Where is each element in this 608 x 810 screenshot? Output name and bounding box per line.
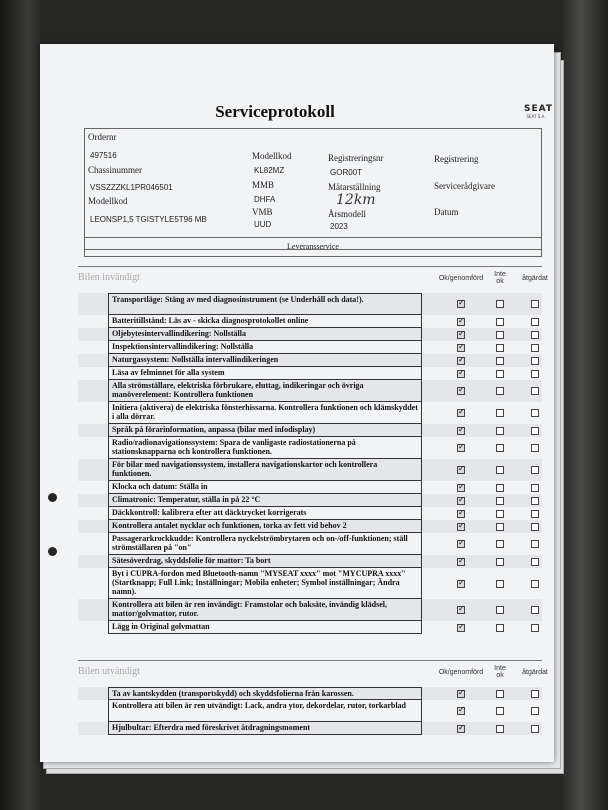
ordernr-label: Ordernr — [88, 132, 117, 142]
matarstallning-label: Mätarställning — [328, 182, 381, 192]
checkbox-ok[interactable] — [457, 357, 465, 365]
checklist-item: Initiera (aktivera) de elektriska fönsterhissarna. Kontrollera funktionen och klämskyddet i alla dörrar. — [108, 402, 422, 424]
checkbox-inte-ok[interactable] — [496, 558, 504, 566]
section-title-exterior: Bilen utvändigt — [78, 666, 140, 677]
checkbox-atgardat[interactable] — [531, 707, 539, 715]
checkbox-inte-ok[interactable] — [496, 624, 504, 632]
checkbox-atgardat[interactable] — [531, 497, 539, 505]
car-seat-right — [563, 0, 608, 810]
checkbox-inte-ok[interactable] — [496, 331, 504, 339]
checkbox-inte-ok[interactable] — [496, 466, 504, 474]
mmb-value: DHFA — [254, 195, 276, 204]
checkbox-atgardat[interactable] — [531, 357, 539, 365]
checklist-item: Ta av kantskydden (transportskydd) och skyddsfolierna från karossen. — [108, 687, 422, 700]
checkbox-atgardat[interactable] — [531, 606, 539, 614]
checklist-item: Oljebytesintervallindikering: Nollställa — [108, 328, 422, 341]
checklist-item: Läsa av felminnet för alla system — [108, 367, 422, 380]
checkbox-atgardat[interactable] — [531, 725, 539, 733]
checkbox-inte-ok[interactable] — [496, 725, 504, 733]
arsmodell-value: 2023 — [330, 222, 348, 231]
checkbox-atgardat[interactable] — [531, 427, 539, 435]
checkbox-ok[interactable] — [457, 300, 465, 308]
checklist-item: Alla strömställare, elektriska förbrukare, eluttag, indikeringar och övriga manöverelement: Kontrollera funktionen — [108, 380, 422, 402]
ordernr-value: 497516 — [90, 151, 117, 160]
section-divider — [78, 660, 542, 661]
checkbox-inte-ok[interactable] — [496, 510, 504, 518]
chassinummer-value: VSSZZZKL1PR046501 — [90, 183, 173, 192]
section-divider — [78, 266, 542, 267]
checkbox-atgardat[interactable] — [531, 331, 539, 339]
checkbox-inte-ok[interactable] — [496, 318, 504, 326]
punch-hole — [48, 493, 57, 502]
checklist-item: Transportläge: Stäng av med diagnosinstrument (se Underhåll och data!). — [108, 293, 422, 315]
checkbox-ok[interactable] — [457, 580, 465, 588]
checkbox-ok[interactable] — [457, 344, 465, 352]
checkbox-atgardat[interactable] — [531, 540, 539, 548]
checklist-item: Passagerarkrockkudde: Kontrollera nyckelströmbrytaren och on-/off-funktionen; ställ strömställaren på "on" — [108, 533, 422, 555]
chassinummer-label: Chassinummer — [88, 165, 142, 175]
checkbox-inte-ok[interactable] — [496, 409, 504, 417]
checkbox-ok[interactable] — [457, 624, 465, 632]
checkbox-atgardat[interactable] — [531, 444, 539, 452]
checkbox-inte-ok[interactable] — [496, 357, 504, 365]
vmb-value: UUD — [254, 220, 272, 229]
checkbox-atgardat[interactable] — [531, 344, 539, 352]
checkbox-atgardat[interactable] — [531, 510, 539, 518]
checkbox-ok[interactable] — [457, 331, 465, 339]
checklist-item: Däckkontroll: kalibrera efter att däcktrycket korrigerats — [108, 507, 422, 520]
checkbox-atgardat[interactable] — [531, 580, 539, 588]
checkbox-atgardat[interactable] — [531, 523, 539, 531]
checkbox-inte-ok[interactable] — [496, 484, 504, 492]
checkbox-inte-ok[interactable] — [496, 580, 504, 588]
checkbox-inte-ok[interactable] — [496, 344, 504, 352]
checklist-item: Klocka och datum: Ställa in — [108, 481, 422, 494]
checkbox-inte-ok[interactable] — [496, 606, 504, 614]
checkbox-ok[interactable] — [457, 444, 465, 452]
checkbox-ok[interactable] — [457, 540, 465, 548]
checkbox-ok[interactable] — [457, 707, 465, 715]
checkbox-ok[interactable] — [457, 370, 465, 378]
mmb-label: MMB — [252, 180, 275, 190]
checklist-item: Batteritillstånd: Läs av - skicka diagnosprotokollet online — [108, 315, 422, 328]
checkbox-ok[interactable] — [457, 725, 465, 733]
checkbox-inte-ok[interactable] — [496, 523, 504, 531]
checkbox-atgardat[interactable] — [531, 409, 539, 417]
checkbox-inte-ok[interactable] — [496, 370, 504, 378]
checkbox-ok[interactable] — [457, 523, 465, 531]
leveransservice-bar: Leveransservice — [84, 237, 542, 257]
checklist-item: Climatronic: Temperatur, ställa in på 22 °C — [108, 494, 422, 507]
section-title-interior: Bilen invändigt — [78, 272, 140, 283]
checkbox-atgardat[interactable] — [531, 484, 539, 492]
checklist-item: Inspektionsintervallindikering: Nollställa — [108, 341, 422, 354]
checklist-item: Lägg in Original golvmattan — [108, 621, 422, 634]
checkbox-ok[interactable] — [457, 387, 465, 395]
checkbox-inte-ok[interactable] — [496, 690, 504, 698]
checkbox-atgardat[interactable] — [531, 370, 539, 378]
modellkod2-label: Modellkod — [252, 151, 292, 161]
punch-hole — [48, 547, 57, 556]
checkbox-ok[interactable] — [457, 510, 465, 518]
checkbox-ok[interactable] — [457, 318, 465, 326]
checklist-item: Hjulbultar: Efterdra med föreskrivet åtdragningsmoment — [108, 722, 422, 735]
checkbox-inte-ok[interactable] — [496, 300, 504, 308]
service-protocol-sheet — [40, 44, 554, 762]
checkbox-ok[interactable] — [457, 558, 465, 566]
modellkod2-value: KL82MZ — [254, 166, 285, 175]
car-seat-left — [0, 0, 40, 810]
checkbox-ok[interactable] — [457, 606, 465, 614]
checklist-item: Kontrollera antalet nycklar och funktionen, torka av fett vid behov 2 — [108, 520, 422, 533]
regnr-label: Registreringsnr — [328, 153, 384, 163]
checkbox-inte-ok[interactable] — [496, 427, 504, 435]
checkbox-ok[interactable] — [457, 409, 465, 417]
checklist-item: Byt i CUPRA-fordon med Bluetooth-namn "MYSEAT xxxx" mot "MYCUPRA xxxx" (Startknapp; Full Link; Inställningar; Mobila enheter; Symbol inställningar; Ändra namn). — [108, 568, 422, 599]
matarstallning-value: 12km — [336, 192, 376, 208]
brand-logo — [524, 104, 554, 119]
checkbox-ok[interactable] — [457, 497, 465, 505]
servicer-label: Servicerådgivare — [434, 181, 495, 191]
col-inte-ok-header: Inte ok — [494, 271, 506, 285]
checkbox-atgardat[interactable] — [531, 624, 539, 632]
modellkod-label: Modellkod — [88, 196, 128, 206]
checkbox-ok[interactable] — [457, 427, 465, 435]
arsmodell-label: Årsmodell — [328, 209, 366, 219]
col-ok-header: Ok/genomförd — [438, 275, 484, 282]
checkbox-atgardat[interactable] — [531, 690, 539, 698]
col-ok-header: Ok/genomförd — [438, 669, 484, 676]
checkbox-inte-ok[interactable] — [496, 707, 504, 715]
logo-text: SEAT S.A. — [526, 114, 546, 119]
checklist-item: För bilar med navigationssystem, installera navigationskartor och kontrollera funktionen. — [108, 459, 422, 481]
checklist-item: Sätesöverdrag, skyddsfolie för mattor: Ta bort — [108, 555, 422, 568]
modellkod-value: LEONSP1,5 TGISTYLE5T96 MB — [90, 215, 207, 224]
checklist-item: Kontrollera att bilen är ren utvändigt: Lack, andra ytor, dekordelar, rutor, torkarblad — [108, 700, 422, 722]
regnr-value: GOR00T — [330, 168, 363, 177]
checklist-item: Naturgassystem: Nollställa intervallindikeringen — [108, 354, 422, 367]
checklist-item: Radio/radionavigationssystem: Spara de vanligaste radiostationerna på stationsknapparna och kontrollera funktionen. — [108, 437, 422, 459]
page-title: Serviceprotokoll — [215, 102, 335, 121]
checkbox-ok[interactable] — [457, 466, 465, 474]
checkbox-ok[interactable] — [457, 484, 465, 492]
checkbox-atgardat[interactable] — [531, 300, 539, 308]
col-atgardat-header: åtgärdat — [522, 275, 548, 282]
checklist-item: Språk på förarinformation, anpassa (bilar med infodisplay) — [108, 424, 422, 437]
checkbox-inte-ok[interactable] — [496, 540, 504, 548]
checklist-item: Kontrollera att bilen är ren invändigt: Framstolar och baksäte, invändig klädsel, mattor/golvmattor, rutor. — [108, 599, 422, 621]
checkbox-atgardat[interactable] — [531, 318, 539, 326]
checkbox-atgardat[interactable] — [531, 387, 539, 395]
checkbox-inte-ok[interactable] — [496, 444, 504, 452]
logo-icon: SEAT — [524, 104, 554, 114]
col-inte-ok-header: Inte ok — [494, 665, 506, 679]
checkbox-atgardat[interactable] — [531, 466, 539, 474]
checkbox-ok[interactable] — [457, 690, 465, 698]
col-atgardat-header: åtgärdat — [522, 669, 548, 676]
checkbox-inte-ok[interactable] — [496, 497, 504, 505]
vmb-label: VMB — [252, 207, 273, 217]
checkbox-inte-ok[interactable] — [496, 387, 504, 395]
checkbox-atgardat[interactable] — [531, 558, 539, 566]
datum-label: Datum — [434, 207, 459, 217]
registrering-label: Registrering — [434, 154, 479, 164]
